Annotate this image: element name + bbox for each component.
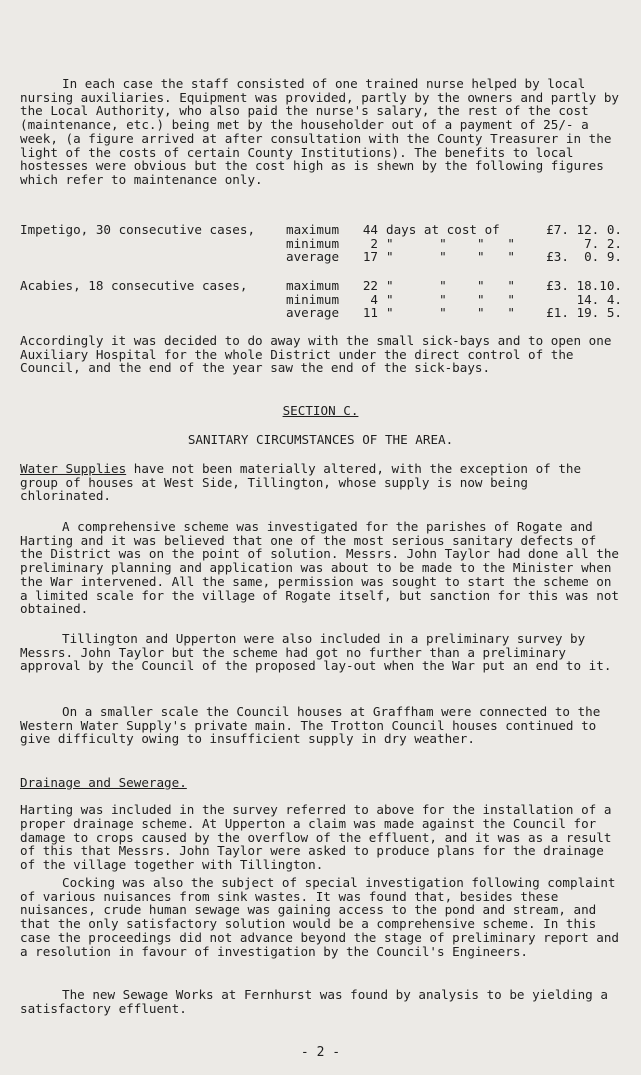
rate-amount: £3. 18.10. [546, 278, 622, 293]
page-number: - 2 - [300, 1045, 341, 1060]
drainage-heading: Drainage and Sewerage. [20, 774, 187, 790]
section-subtitle: SANITARY CIRCUMSTANCES OF THE AREA. [187, 432, 454, 447]
rate-amount: 7. 2. [584, 235, 622, 251]
rate-days: 11 [362, 305, 378, 321]
rate-mark: " " " " [386, 249, 515, 265]
rate-kind: minimum [286, 291, 340, 307]
paragraph-tillington: Tillington and Upperton were also included in a preliminary survey by Messrs. John Taylor but the scheme had got no further than a preliminary approval by the Council of the proposed lay-out when the War put an end to it. [20, 631, 612, 674]
rate-days: 22 [362, 278, 378, 293]
paragraph-cocking: Cocking was also the subject of special investigation following complaint of various nuisances from sink wastes. It was found that, besides these nuisances, crude human sewage was gaining access to the pond and stream, and that the only satisfactory solution would be a comprehensive scheme. In this case the proceedings did not advance beyond the stage of preliminary report and a resolution in favour of investigation by the Council's Engineers. [20, 875, 619, 959]
table-row [20, 279, 622, 293]
paragraph-graffham: On a smaller scale the Council houses at Graffham were connected to the Western Water Supply's private main. The Trotton Council houses continued to give difficulty owing to insufficient supply in dry weather. [20, 704, 601, 747]
rate-kind: minimum [286, 235, 340, 251]
rates-table-scabies [20, 279, 622, 320]
rate-days: 2 [370, 235, 378, 251]
paragraph-fernhurst: The new Sewage Works at Fernhurst was found by analysis to be yielding a satisfactory effluent. [20, 987, 608, 1016]
drainage-section [20, 762, 620, 885]
paragraph-water [20, 462, 620, 503]
rate-kind: average [286, 249, 340, 265]
disease-label: Acabies, 18 consecutive cases, [20, 278, 248, 293]
paragraph-accordingly: Accordingly it was decided to do away with the small sick-bays and to open one Auxiliary Hospital for the whole District under the direct control of the Council, and the end of the year saw the end of the sick-bays. [20, 333, 612, 376]
rate-mark: " " " " [386, 305, 515, 321]
table-row [20, 293, 622, 307]
rate-amount: £3. 0. 9. [546, 249, 622, 265]
rate-amount: 14. 4. [576, 291, 622, 307]
paragraph-staff: In each case the staff consisted of one trained nurse helped by local nursing auxiliaries. Equipment was provided, partly by the owners and partly by the Local Authority, who also paid the nurse's salary, the rest of the cost (maintenance, etc.) being met by the householder out of a payment of 25/- a week, (a figure arrived at after consultation with the County Treasurer in the light of the costs of certain County Institutions). The benefits to local hostesses were obvious but the cost high as is shewn by the following figures which refer to maintenance only. [20, 76, 619, 187]
rate-kind: maximum [286, 222, 340, 237]
table-row [20, 306, 622, 320]
rate-kind: average [286, 305, 340, 321]
paragraph-scheme: A comprehensive scheme was investigated for the parishes of Rogate and Harting and it was believed that one of the most serious sanitary defects of the District was on the point of solution. Messrs. John Taylor had done all the preliminary planning and application was about to be made to the Minister when the War intervened. All the same, permission was sought to start the scheme on a limited scale for the village of Rogate itself, but sanction for this was not obtained. [20, 519, 619, 617]
rate-mark: days at cost of [386, 222, 500, 237]
rate-days: 17 [362, 249, 378, 265]
water-heading: Water Supplies [20, 461, 127, 476]
section-title: SECTION C. [282, 403, 359, 418]
water-text: have not been materially altered, with the exception of the group of houses at West Side, Tillington, whose supply is now being chlorinated. [20, 461, 582, 504]
rates-table-impetigo [20, 223, 622, 264]
table-row [20, 237, 622, 251]
drainage-text: Harting was included in the survey referred to above for the installation of a proper drainage scheme. At Upperton a claim was made against the Council for damage to crops caused by the overflow of the effluent, and it was as a result of this that Messrs. John Taylor were asked to produce plans for the drainage of the village together with Tillington. [20, 802, 612, 872]
rate-mark: " " " " [386, 278, 515, 293]
rate-amount: £1. 19. 5. [546, 305, 622, 321]
rate-days: 44 [362, 222, 378, 237]
rate-kind: maximum [286, 278, 340, 293]
rate-mark: " " " " [386, 291, 515, 307]
table-row [20, 250, 622, 264]
rate-days: 4 [370, 291, 378, 307]
disease-label: Impetigo, 30 consecutive cases, [20, 222, 256, 237]
rate-mark: " " " " [386, 235, 515, 251]
table-row [20, 223, 622, 237]
rate-amount: £7. 12. 0. [546, 222, 622, 237]
